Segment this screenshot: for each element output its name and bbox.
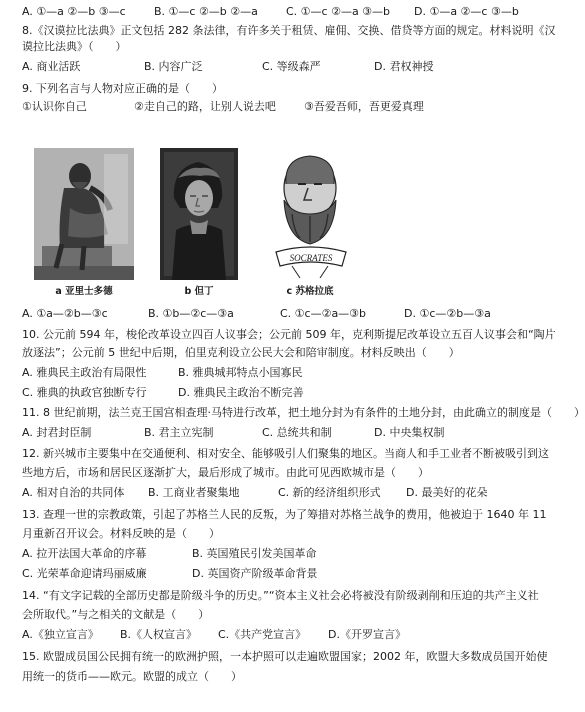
q8-stem-line2: 谟拉比法典》（ ）: [22, 40, 127, 53]
q7-option-c[interactable]: C. ①—c ②—a ③—b: [286, 5, 391, 18]
q14-option-c[interactable]: C.《共产党宣言》: [218, 628, 307, 641]
q13-option-b[interactable]: B. 英国殖民引发美国革命: [192, 547, 317, 560]
q10-stem-line2: 放逐法”；公元前 5 世纪中后期，伯里克利设立公民大会和陪审制度。材料反映出（ ）: [22, 346, 460, 359]
q13-option-d[interactable]: D. 英国资产阶级革命背景: [192, 567, 318, 580]
q7-option-d[interactable]: D. ①—a ②—c ③—b: [414, 5, 519, 18]
q15-stem-line2: 用统一的货币——欧元。欧盟的成立（ ）: [22, 670, 242, 683]
q8-option-c[interactable]: C. 等级森严: [262, 60, 321, 73]
q12-option-c[interactable]: C. 新的经济组织形式: [278, 486, 381, 499]
q8-stem-line1: 8.《汉谟拉比法典》正文包括 282 条法律，有许多关于租赁、雇佣、交换、借贷等方面的规定。材料说明《汉: [22, 24, 556, 37]
q10-option-a[interactable]: A. 雅典民主政治有局限性: [22, 366, 147, 379]
figure-c: [262, 148, 358, 298]
figure-a-caption: a 亚里士多德: [55, 286, 113, 297]
figure-a: [34, 148, 134, 298]
q7-option-a[interactable]: A. ①—a ②—b ③—c: [22, 5, 126, 18]
q10-option-b[interactable]: B. 雅典城邦特点小国寡民: [178, 366, 303, 379]
q9-option-b[interactable]: B. ①b—②c—③a: [148, 307, 234, 320]
socrates-bust-image: [262, 148, 358, 280]
socrates-inscription: SOCRATES: [289, 253, 333, 263]
q12-option-b[interactable]: B. 工商业者聚集地: [148, 486, 240, 499]
q14-option-d[interactable]: D.《开罗宣言》: [328, 628, 406, 641]
q14-option-a[interactable]: A.《独立宣言》: [22, 628, 99, 641]
q13-option-a[interactable]: A. 拉开法国大革命的序幕: [22, 547, 147, 560]
figure-b: [160, 148, 238, 298]
q14-option-b[interactable]: B.《人权宣言》: [120, 628, 198, 641]
q13-stem-line1: 13. 查理一世的宗教政策，引起了苏格兰人民的反叛，为了筹措对苏格兰战争的费用，他被迫于 1640 年 11: [22, 508, 547, 521]
q8-option-a[interactable]: A. 商业活跃: [22, 60, 81, 73]
aristotle-statue-image: [34, 148, 134, 280]
q12-stem-line1: 12. 新兴城市主要集中在交通便利、相对安全、能够吸引人们聚集的地区。当商人和手工业者不断被吸引到这: [22, 447, 549, 460]
q13-option-c[interactable]: C. 光荣革命迎请玛丽威廉: [22, 567, 147, 580]
q11-option-c[interactable]: C. 总统共和制: [262, 426, 332, 439]
q9-quote-3: ③吾爱吾师，吾更爱真理: [304, 100, 424, 113]
q12-option-a[interactable]: A. 相对自治的共同体: [22, 486, 125, 499]
q9-stem: 9. 下列名言与人物对应正确的是（ ）: [22, 82, 223, 95]
q11-option-a[interactable]: A. 封君封臣制: [22, 426, 92, 439]
q9-quote-2: ②走自己的路，让别人说去吧: [134, 100, 276, 113]
q10-option-d[interactable]: D. 雅典民主政治不断完善: [178, 386, 304, 399]
q11-option-d[interactable]: D. 中央集权制: [374, 426, 445, 439]
q9-option-d[interactable]: D. ①c—②b—③a: [404, 307, 491, 320]
q9-option-a[interactable]: A. ①a—②b—③c: [22, 307, 108, 320]
q10-stem-line1: 10. 公元前 594 年，梭伦改革设立四百人议事会；公元前 509 年，克利斯提尼改革设立五百人议事会和“陶片: [22, 328, 556, 341]
q12-stem-line2: 些地方后，市场和居民区逐渐扩大，最后形成了城市。由此可见西欧城市是（ ）: [22, 466, 429, 479]
q11-option-b[interactable]: B. 君主立宪制: [144, 426, 214, 439]
figure-b-caption: b 但丁: [184, 286, 214, 297]
q15-stem-line1: 15. 欧盟成员国公民拥有统一的欧洲护照，一本护照可以走遍欧盟国家；2002 年，欧盟大多数成员国开始使: [22, 650, 548, 663]
q12-option-d[interactable]: D. 最美好的花朵: [406, 486, 488, 499]
q10-option-c[interactable]: C. 雅典的执政官独断专行: [22, 386, 147, 399]
q14-stem-line1: 14. “有文字记载的全部历史都是阶级斗争的历史。”“资本主义社会必将被没有阶级剥削和压迫的共产主义社: [22, 589, 539, 602]
dante-portrait-image: [160, 148, 238, 280]
q9-quote-1: ①认识你自己: [22, 100, 87, 113]
q7-option-b[interactable]: B. ①—c ②—b ②—a: [154, 5, 258, 18]
q13-stem-line2: 月重新召开议会。材料反映的是（ ）: [22, 527, 220, 540]
q9-option-c[interactable]: C. ①c—②a—③b: [280, 307, 367, 320]
figure-c-caption: c 苏格拉底: [286, 286, 334, 297]
q11-stem: 11. 8 世纪前期，法兰克王国宫相查理·马特进行改革，把土地分封为有条件的土地分封，由此确立的制度是（ ）: [22, 406, 585, 419]
q8-option-d[interactable]: D. 君权神授: [374, 60, 434, 73]
q14-stem-line2: 会所取代。”与之相关的文献是（ ）: [22, 608, 210, 621]
q8-option-b[interactable]: B. 内容广泛: [144, 60, 203, 73]
